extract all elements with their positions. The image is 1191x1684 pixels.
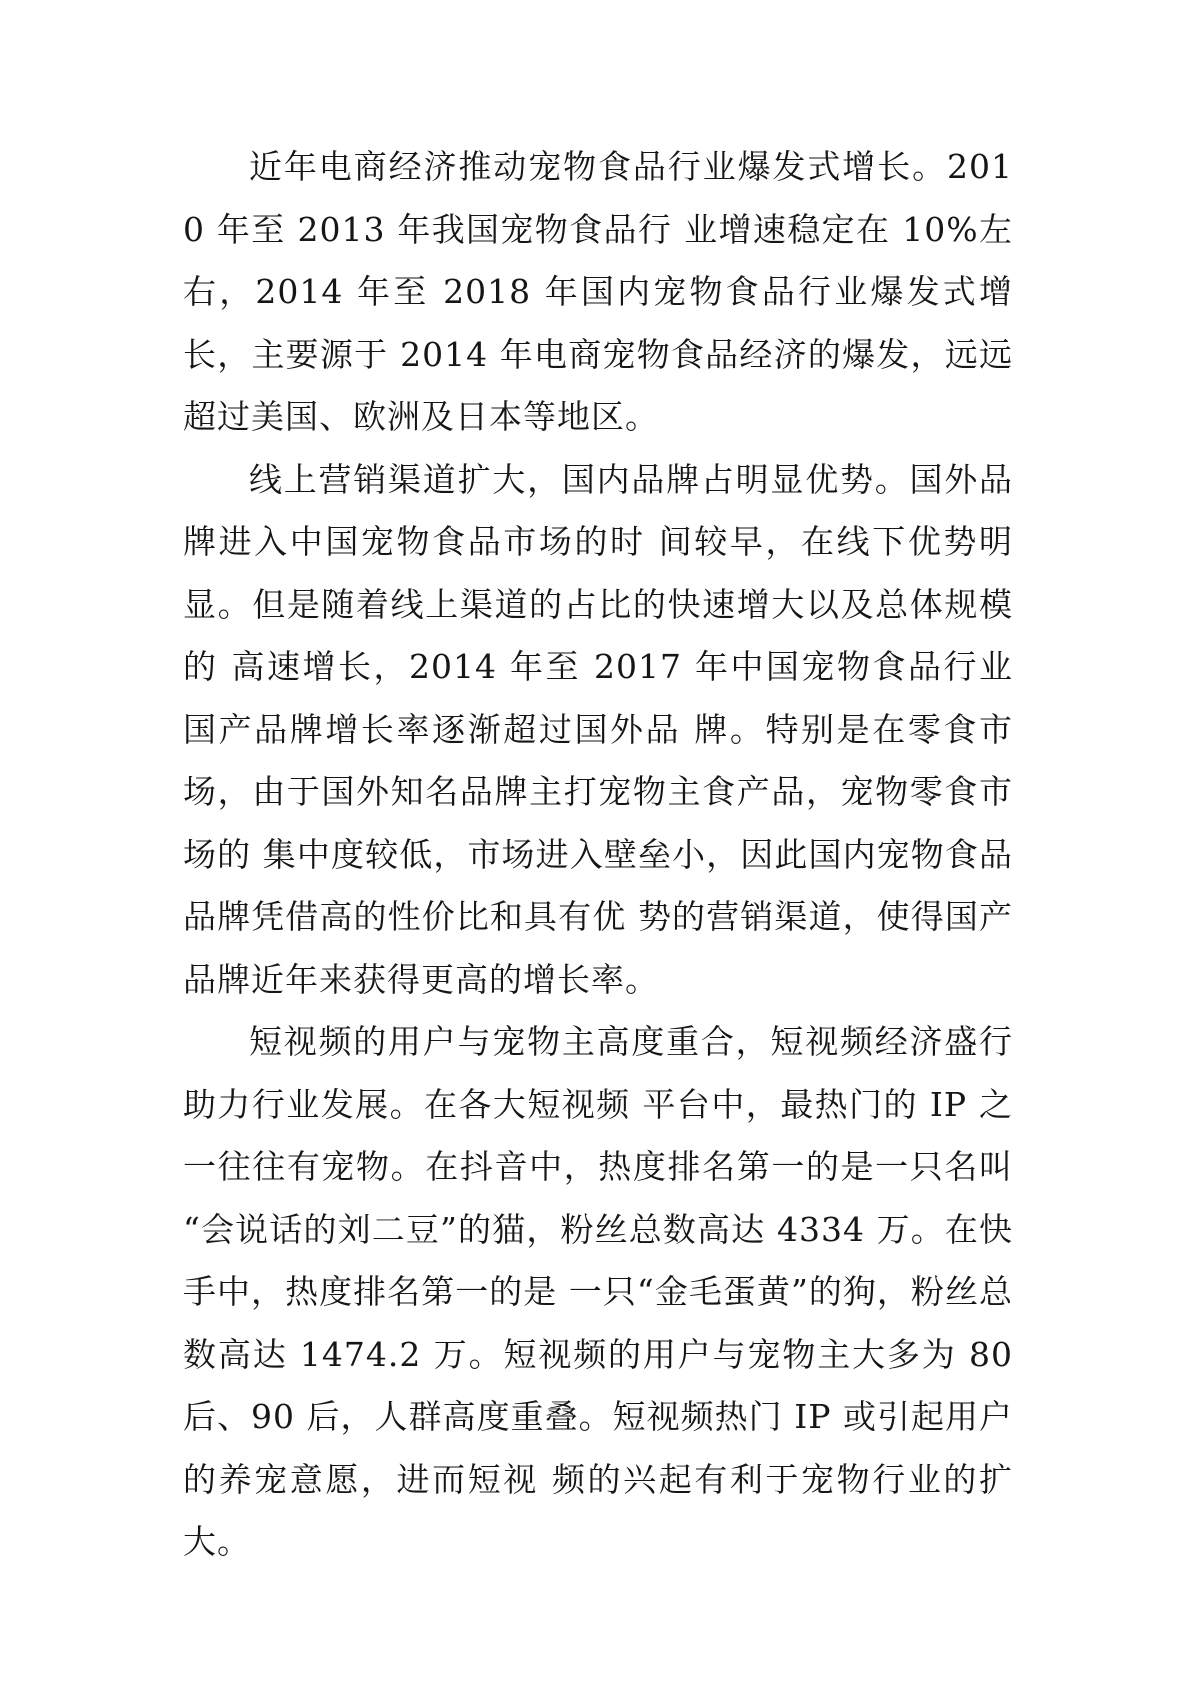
paragraph-online-channels: 线上营销渠道扩大，国内品牌占明显优势。国外品牌进入中国宠物食品市场的时 间较早，在线下优势明显。但是随着线上渠道的占比的快速增大以及总体规模的 高速增长，2014 年至 2017 年中国宠物食品行业国产品牌增长率逐渐超过国外品 牌。特别是在零食市场，由于国外知名品牌主打宠物主食产品，宠物零食市场的 集中度较低，市场进入壁垒小，因此国内宠物食品品牌凭借高的性价比和具有优 势的营销渠道，使得国产品牌近年来获得更高的增长率。: [183, 459, 1013, 999]
paragraph-ecommerce-growth: 近年电商经济推动宠物食品行业爆发式增长。2010 年至 2013 年我国宠物食品行 业增速稳定在 10%左右，2014 年至 2018 年国内宠物食品行业爆发式增长，主要源于 2014 年电商宠物食品经济的爆发，远远超过美国、欧洲及日本等地区。: [183, 147, 1013, 436]
paragraph-short-video: 短视频的用户与宠物主高度重合，短视频经济盛行助力行业发展。在各大短视频 平台中，最热门的 IP 之一往往有宠物。在抖音中，热度排名第一的是一只名叫 “会说话的刘二豆”的猫，粉丝总数高达 4334 万。在快手中，热度排名第一的是 一只“金毛蛋黄”的狗，粉丝总数高达 1474.2 万。短视频的用户与宠物主大多为 80 后、90 后，人群高度重叠。短视频热门 IP 或引起用户的养宠意愿，进而短视 频的兴起有利于宠物行业的扩大。: [183, 1022, 1013, 1561]
body-text: [183, 136, 1013, 1574]
